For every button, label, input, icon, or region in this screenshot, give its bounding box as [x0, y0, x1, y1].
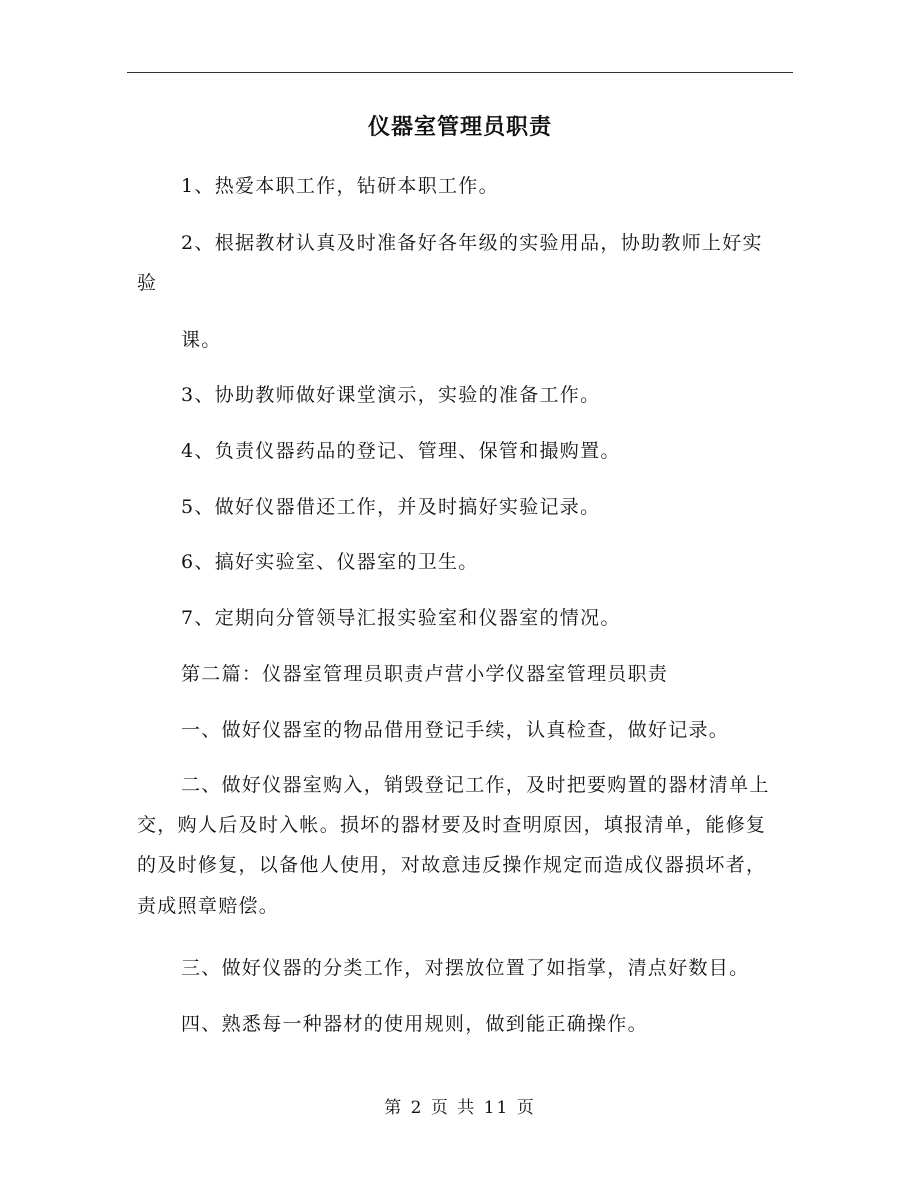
section-heading-2: 第二篇：仪器室管理员职责卢营小学仪器室管理员职责: [181, 663, 669, 685]
page-footer: 第 2 页 共 11 页: [384, 1098, 536, 1118]
paragraph-7: 7、定期向分管领导汇报实验室和仪器室的情况。: [181, 607, 621, 629]
paragraph-section2-2-line3: 的及时修复，以备他人使用，对故意违反操作规定而造成仪器损坏者，: [137, 854, 767, 876]
paragraph-section2-3: 三、做好仪器的分类工作，对摆放位置了如指掌，清点好数目。: [181, 957, 750, 979]
paragraph-section2-2-line2: 交，购人后及时入帐。损坏的器材要及时查明原因，填报清单，能修复: [137, 814, 767, 836]
paragraph-section2-2: 二、做好仪器室购入，销毁登记工作，及时把要购置的器材清单上: [181, 774, 770, 796]
document-title: 仪器室管理员职责: [367, 114, 552, 140]
paragraph-3: 3、协助教师做好课堂演示，实验的准备工作。: [181, 384, 601, 406]
paragraph-1: 1、热爱本职工作，钻研本职工作。: [181, 175, 499, 197]
paragraph-section2-2-line4: 责成照章赔偿。: [137, 895, 280, 917]
paragraph-section2-4: 四、熟悉每一种器材的使用规则，做到能正确操作。: [181, 1013, 648, 1035]
paragraph-2-tail: 课。: [181, 329, 222, 351]
paragraph-6: 6、搞好实验室、仪器室的卫生。: [181, 551, 479, 573]
paragraph-section2-1: 一、做好仪器室的物品借用登记手续，认真检查，做好记录。: [181, 719, 730, 741]
header-rule: [127, 72, 793, 73]
paragraph-4: 4、负责仪器药品的登记、管理、保管和撮购置。: [181, 440, 621, 462]
paragraph-5: 5、做好仪器借还工作，并及时搞好实验记录。: [181, 496, 601, 518]
paragraph-2: 2、根据教材认真及时准备好各年级的实验用品，协助教师上好实: [181, 232, 763, 254]
paragraph-2-continued: 验: [137, 272, 158, 294]
